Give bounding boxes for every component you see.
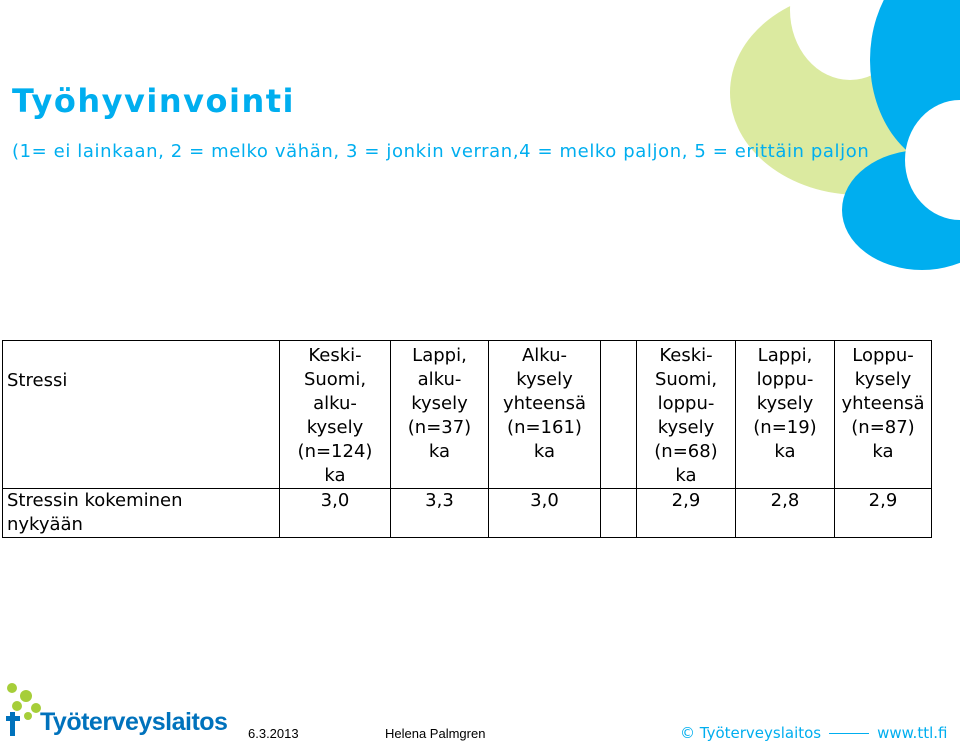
table-header-row	[3, 341, 932, 489]
value-cell: 2,9	[637, 489, 736, 538]
results-table	[2, 340, 932, 538]
column-header: Alku- kysely yhteensä (n=161) ka	[489, 341, 601, 489]
footer-date: 6.3.2013	[248, 726, 299, 741]
value-cell: 2,8	[736, 489, 835, 538]
footer-author: Helena Palmgren	[385, 726, 486, 741]
value-cell-empty	[601, 489, 637, 538]
ttl-logo-text: Työterveyslaitos	[40, 708, 228, 736]
table-row	[3, 489, 932, 538]
column-header: Keski- Suomi, loppu- kysely (n=68) ka	[637, 341, 736, 489]
value-cell: 3,0	[489, 489, 601, 538]
footer-copyright	[680, 724, 947, 742]
column-header: Keski- Suomi, alku- kysely (n=124) ka	[280, 341, 391, 489]
value-cell: 3,0	[280, 489, 391, 538]
column-header: Lappi, loppu- kysely (n=19) ka	[736, 341, 835, 489]
table-corner-cell	[3, 341, 280, 489]
column-header: Loppu- kysely yhteensä (n=87) ka	[835, 341, 932, 489]
slide-subtitle: (1= ei lainkaan, 2 = melko vähän, 3 = jonkin verran,4 = melko paljon, 5 = erittäin paljon	[12, 141, 870, 162]
corner-label: Stressi	[7, 370, 68, 391]
footer-separator	[829, 733, 869, 734]
slide-title: Työhyvinvointi	[12, 82, 295, 120]
copyright-text: © Työterveyslaitos	[680, 724, 822, 742]
column-header-empty	[601, 341, 637, 489]
value-cell: 2,9	[835, 489, 932, 538]
value-cell: 3,3	[391, 489, 489, 538]
row-label-cell: Stressin kokeminen nykyään	[3, 489, 280, 538]
footer-url-link[interactable]: www.ttl.fi	[877, 724, 948, 742]
column-header: Lappi, alku- kysely (n=37) ka	[391, 341, 489, 489]
